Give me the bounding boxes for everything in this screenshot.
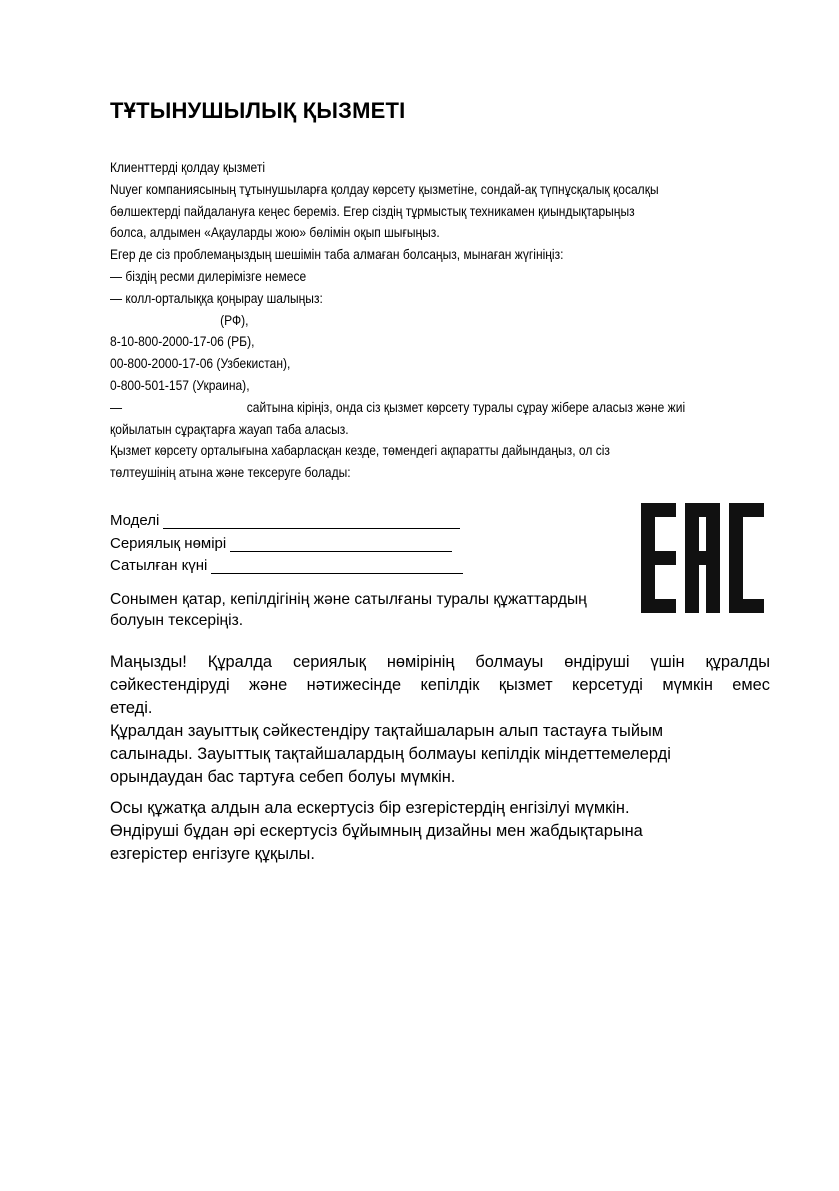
changes-notice	[110, 797, 643, 866]
plates-line: орындаудан бас тартуға себеп болуы мүмкін.	[110, 768, 456, 786]
site-text: сайтына кіріңіз, онда сіз қызмет көрсету туралы сұрау жібере аласыз және жиі	[246, 398, 686, 415]
documents-line: болуын тексеріңіз.	[110, 612, 244, 629]
plates-line: Құралдан зауыттық сәйкестендіру тақтайшаларын алып тастауға тыйым	[110, 722, 664, 740]
support-paragraph-line: бөлшектерді пайдалануға кеңес береміз. Егер сіздің тұрмыстық техникамен қиындықтарыңыз	[110, 202, 635, 219]
important-notice	[110, 651, 770, 789]
plates-line: салынады. Зауыттық тақтайшалардың болмауы кепілдік міндеттемелерді	[110, 745, 671, 763]
eac-mark	[641, 503, 764, 613]
dealer-text: — біздің ресми дилерімізге немесе	[110, 267, 307, 284]
support-heading: Клиенттерді қолдау қызметі	[110, 159, 266, 175]
sold-date-label: Сатылған күні	[110, 557, 208, 574]
model-blank-line	[163, 513, 460, 529]
model-field	[110, 512, 460, 529]
changes-line: езгерістер енгізуге құқылы.	[110, 845, 315, 863]
support-paragraph-line: болса, алдымен «Ақауларды жою» бөлімін оқып шығыңыз.	[110, 224, 440, 241]
serial-blank-line	[230, 536, 452, 552]
serial-label: Сериялық нөмірі	[110, 535, 227, 552]
documents-line: Сонымен қатар, кепілдігінің және сатылғаны туралы құжаттардың	[110, 591, 587, 608]
changes-line: Өндіруші бұдан әрі ескертусіз бұйымның дизайны мен жабдықтарына	[110, 822, 643, 840]
changes-line: Осы құжатқа алдын ала ескертусіз бір езгерістердің енгізілуі мүмкін.	[110, 799, 630, 817]
serial-field	[110, 535, 452, 552]
important-line: етеді.	[110, 699, 153, 717]
phone-ua: 0-800-501-157 (Украина),	[110, 376, 250, 393]
prepare-info-line: төлтеушінің атына және тексеруге болады:	[110, 464, 351, 481]
sold-date-blank-line	[211, 558, 463, 574]
prepare-info-line: Қызмет көрсету орталығына хабарласқан кезде, төмендегі ақпаратты дайындаңыз, ол сіз	[110, 442, 610, 459]
troubleshoot-text: Егер де сіз проблемаңыздың шешімін таба алмаған болсаңыз, мынаған жүгініңіз:	[110, 246, 564, 263]
phone-rf: (РФ),	[220, 311, 249, 328]
sold-date-field	[110, 557, 463, 574]
phone-rb: 8-10-800-2000-17-06 (РБ),	[110, 333, 255, 350]
documents-paragraph	[110, 589, 587, 631]
support-section	[110, 157, 685, 484]
site-line	[110, 397, 685, 419]
phone-uz: 00-800-2000-17-06 (Узбекистан),	[110, 355, 291, 372]
site-text-continued: қойылатын сұрақтарға жауап таба аласыз.	[110, 420, 349, 437]
important-line: Маңызды! Құралда сериялық нөмірінің болмауы өндіруші үшін құралды	[110, 653, 770, 671]
site-dash: —	[110, 398, 123, 415]
model-label: Моделі	[110, 512, 160, 529]
callcenter-text: — колл-орталыққа қоңырау шалыңыз:	[110, 289, 323, 306]
important-line: сәйкестендіруді және нәтижесінде кепілдік қызмет керсетуді мүмкін емес	[110, 676, 770, 694]
support-paragraph-line: Nuyeг компаниясының тұтынушыларға қолдау көрсету қызметіне, сондай-ақ түпнұсқалық қосалқы	[110, 180, 659, 197]
page-title: ТҰТЫНУШЫЛЫҚ ҚЫЗМЕТІ	[110, 98, 406, 123]
